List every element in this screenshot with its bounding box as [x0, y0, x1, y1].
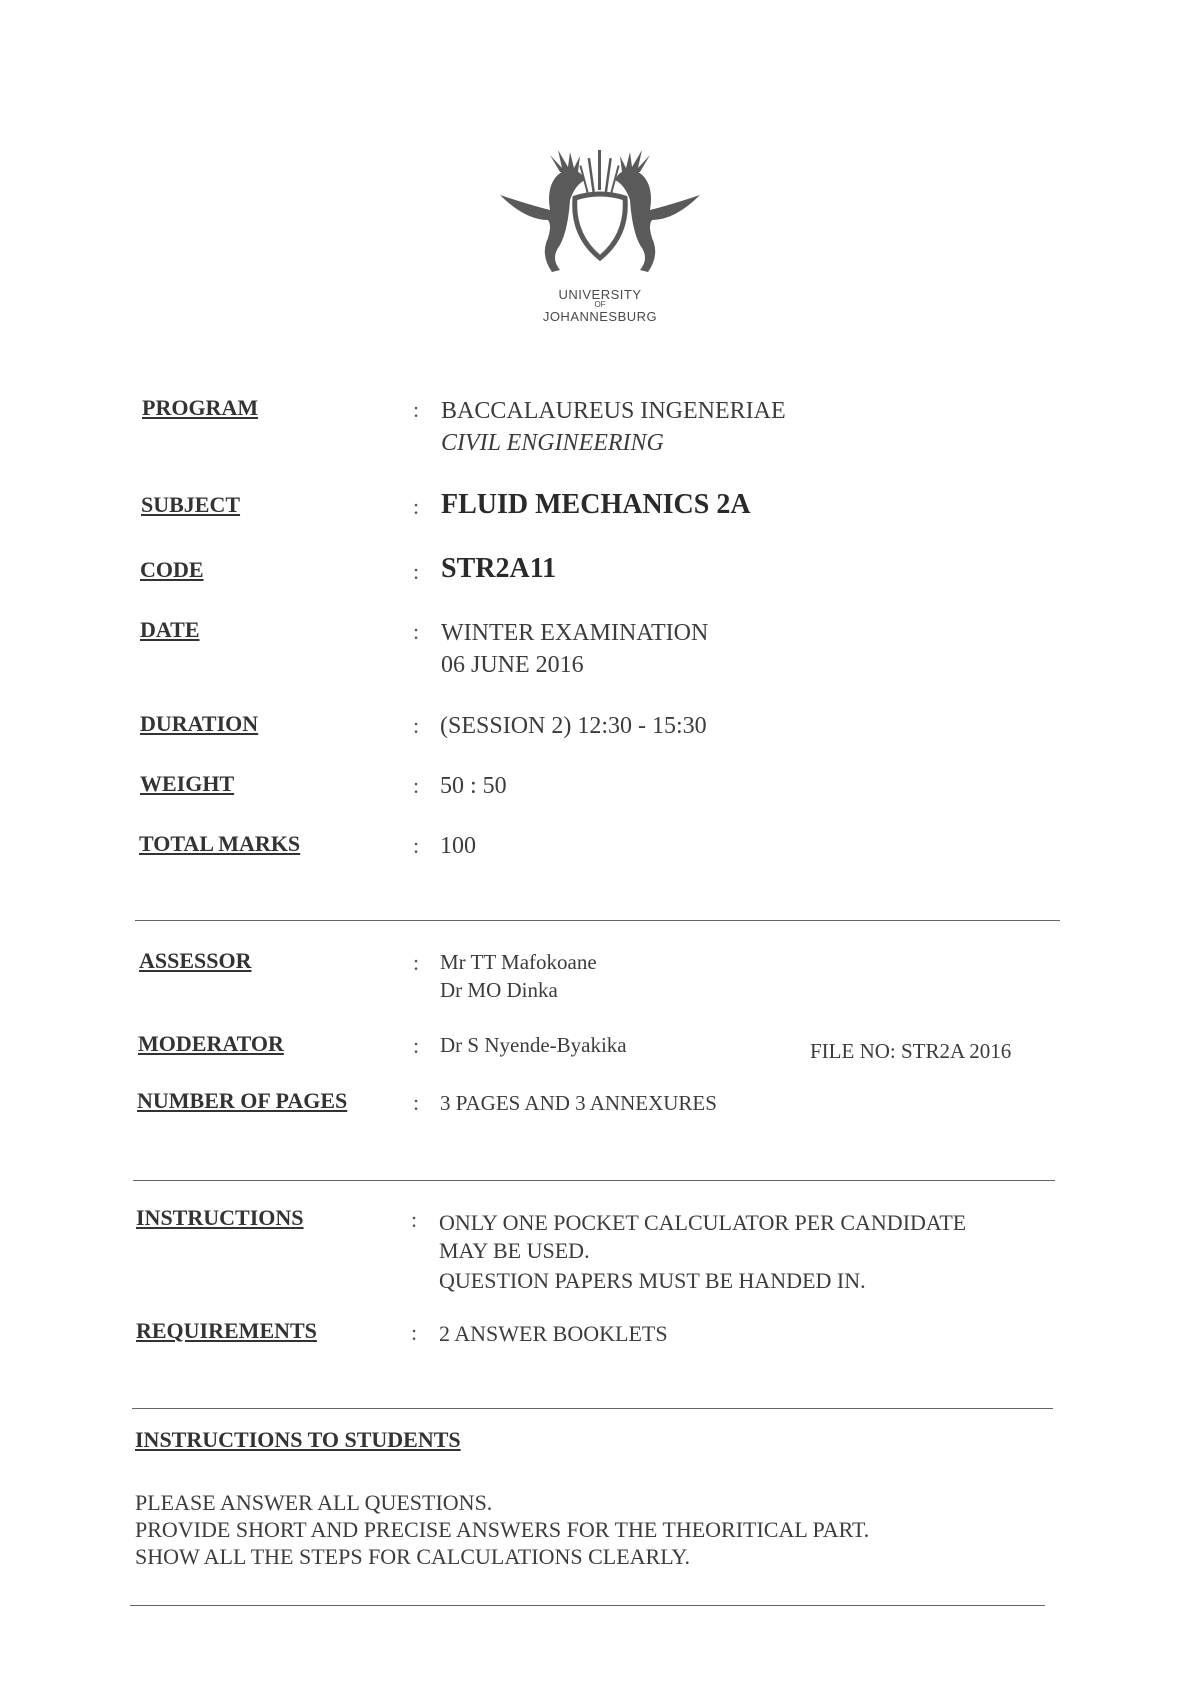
student-instruction-line: SHOW ALL THE STEPS FOR CALCULATIONS CLEARLY. [135, 1544, 690, 1569]
assessor-value-line2: Dr MO Dinka [440, 978, 558, 1002]
colon: : [413, 559, 420, 584]
university-logo [490, 150, 710, 330]
duration-value: (SESSION 2) 12:30 - 15:30 [440, 713, 707, 739]
total-marks-value: 100 [440, 833, 476, 859]
program-value-line1: BACCALAUREUS INGENERIAE [441, 398, 786, 424]
program-label: PROGRAM [142, 395, 259, 420]
subject-value: FLUID MECHANICS 2A [441, 489, 751, 520]
instructions-label: INSTRUCTIONS [136, 1205, 304, 1230]
colon: : [413, 494, 420, 519]
student-instruction-line: PLEASE ANSWER ALL QUESTIONS. [135, 1490, 493, 1515]
program-value-line2: CIVIL ENGINEERING [441, 430, 664, 456]
code-value: STR2A11 [441, 553, 557, 584]
number-of-pages-value: 3 PAGES AND 3 ANNEXURES [440, 1091, 717, 1115]
assessor-label: ASSESSOR [139, 948, 252, 973]
instructions-value-line3: QUESTION PAPERS MUST BE HANDED IN. [439, 1268, 866, 1293]
student-instruction-line: PROVIDE SHORT AND PRECISE ANSWERS FOR THE THEORITICAL PART. [135, 1517, 870, 1542]
colon: : [413, 397, 420, 422]
assessor-value-line1: Mr TT Mafokoane [440, 950, 597, 974]
date-value-line2: 06 JUNE 2016 [441, 652, 584, 678]
weight-value: 50 : 50 [440, 773, 507, 799]
number-of-pages-label: NUMBER OF PAGES [137, 1088, 348, 1113]
colon: : [413, 773, 420, 798]
colon: : [413, 833, 420, 858]
instructions-value-line2: MAY BE USED. [439, 1238, 590, 1263]
requirements-label: REQUIREMENTS [136, 1318, 317, 1343]
colon: : [411, 1320, 418, 1345]
instructions-value-line1: ONLY ONE POCKET CALCULATOR PER CANDIDATE [439, 1210, 967, 1235]
university-name-line3: JOHANNESBURG [542, 309, 658, 324]
university-name-line2: OF [594, 300, 606, 309]
duration-label: DURATION [140, 711, 259, 736]
moderator-label: MODERATOR [138, 1031, 284, 1056]
colon: : [413, 713, 420, 738]
code-label: CODE [140, 557, 204, 582]
divider [132, 1408, 1053, 1409]
date-value-line1: WINTER EXAMINATION [441, 620, 709, 646]
colon: : [413, 619, 420, 644]
divider [133, 1180, 1055, 1181]
colon: : [411, 1207, 418, 1232]
colon: : [413, 1090, 420, 1115]
university-name-line1: UNIVERSITY [558, 287, 642, 302]
divider [135, 920, 1060, 921]
divider [130, 1605, 1045, 1606]
weight-label: WEIGHT [140, 771, 235, 796]
moderator-value: Dr S Nyende-Byakika [440, 1033, 627, 1057]
file-number: FILE NO: STR2A 2016 [810, 1039, 1012, 1063]
twin-birds-crest-icon [490, 150, 710, 285]
colon: : [413, 950, 420, 975]
date-label: DATE [140, 617, 200, 642]
total-marks-label: TOTAL MARKS [139, 831, 301, 856]
subject-label: SUBJECT [141, 492, 241, 517]
colon: : [413, 1033, 420, 1058]
instructions-to-students-heading: INSTRUCTIONS TO STUDENTS [135, 1427, 461, 1452]
requirements-value: 2 ANSWER BOOKLETS [439, 1321, 668, 1346]
